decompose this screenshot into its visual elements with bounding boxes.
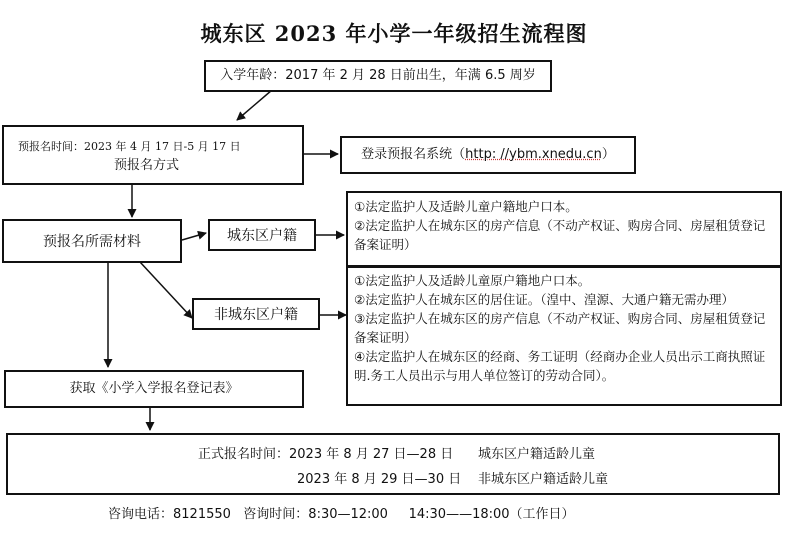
nonlocal-doc-item-1: ①法定监护人及适龄儿童原户籍地户口本。 xyxy=(354,273,591,288)
nonlocal-doc-item-4: ④法定监护人在城东区的经商、务工证明（经商办企业人员出示工商执照证明.务工人员出示与用人单位签订的劳动合同）。 xyxy=(354,349,766,383)
prereg-box xyxy=(2,125,304,185)
prereg-method: 预报名方式 xyxy=(114,158,180,173)
system-box xyxy=(340,136,636,174)
prereg-time: 预报名时间：2023 年 4 月 17 日-5 月 17 日 xyxy=(18,140,241,153)
arrow-materials-to-local xyxy=(182,233,206,240)
formal-line1-date: 正式报名时间：2023 年 8 月 27 日—28 日 xyxy=(198,447,454,462)
nonlocal-label-box: 非城东区户籍 xyxy=(192,298,320,330)
local-docs-box xyxy=(346,191,782,267)
page-title: 城东区 2023 年小学一年级招生流程图 xyxy=(200,21,588,46)
local-doc-item-1: ①法定监护人及适龄儿童户籍地户口本。 xyxy=(354,199,578,214)
arrow-age-to-prereg xyxy=(237,90,272,120)
system-url[interactable]: http: //ybm.xnedu.cn xyxy=(465,147,602,162)
system-text: 登录预报名系统（ xyxy=(361,147,466,162)
local-label-box: 城东区户籍 xyxy=(208,219,316,251)
form-box: 获取《小学入学报名登记表》 xyxy=(4,370,304,408)
arrow-materials-to-nonlocal xyxy=(140,262,192,318)
formal-line2-who: 非城东区户籍适龄儿童 xyxy=(478,472,609,487)
formal-box xyxy=(6,433,780,495)
formal-line1-who: 城东区户籍适龄儿童 xyxy=(478,447,596,462)
nonlocal-docs-box xyxy=(346,266,782,406)
nonlocal-doc-item-2: ②法定监护人在城东区的居住证。（湟中、湟源、大通户籍无需办理） xyxy=(354,292,734,307)
local-doc-item-2: ②法定监护人在城东区的房产信息（不动产权证、购房合同、房屋租赁登记备案证明） xyxy=(354,218,766,252)
system-close: ） xyxy=(601,147,615,162)
age-box: 入学年龄：2017 年 2 月 28 日前出生，年满 6.5 周岁 xyxy=(204,60,552,92)
nonlocal-doc-item-3: ③法定监护人在城东区的房产信息（不动产权证、购房合同、房屋租赁登记备案证明） xyxy=(354,311,766,345)
contact-footer: 咨询电话：8121550 咨询时间：8:30—12:00 14:30——18:00（工作日） xyxy=(108,507,575,522)
formal-line2-date: 2023 年 8 月 29 日—30 日 xyxy=(297,472,462,487)
materials-box: 预报名所需材料 xyxy=(2,219,182,263)
